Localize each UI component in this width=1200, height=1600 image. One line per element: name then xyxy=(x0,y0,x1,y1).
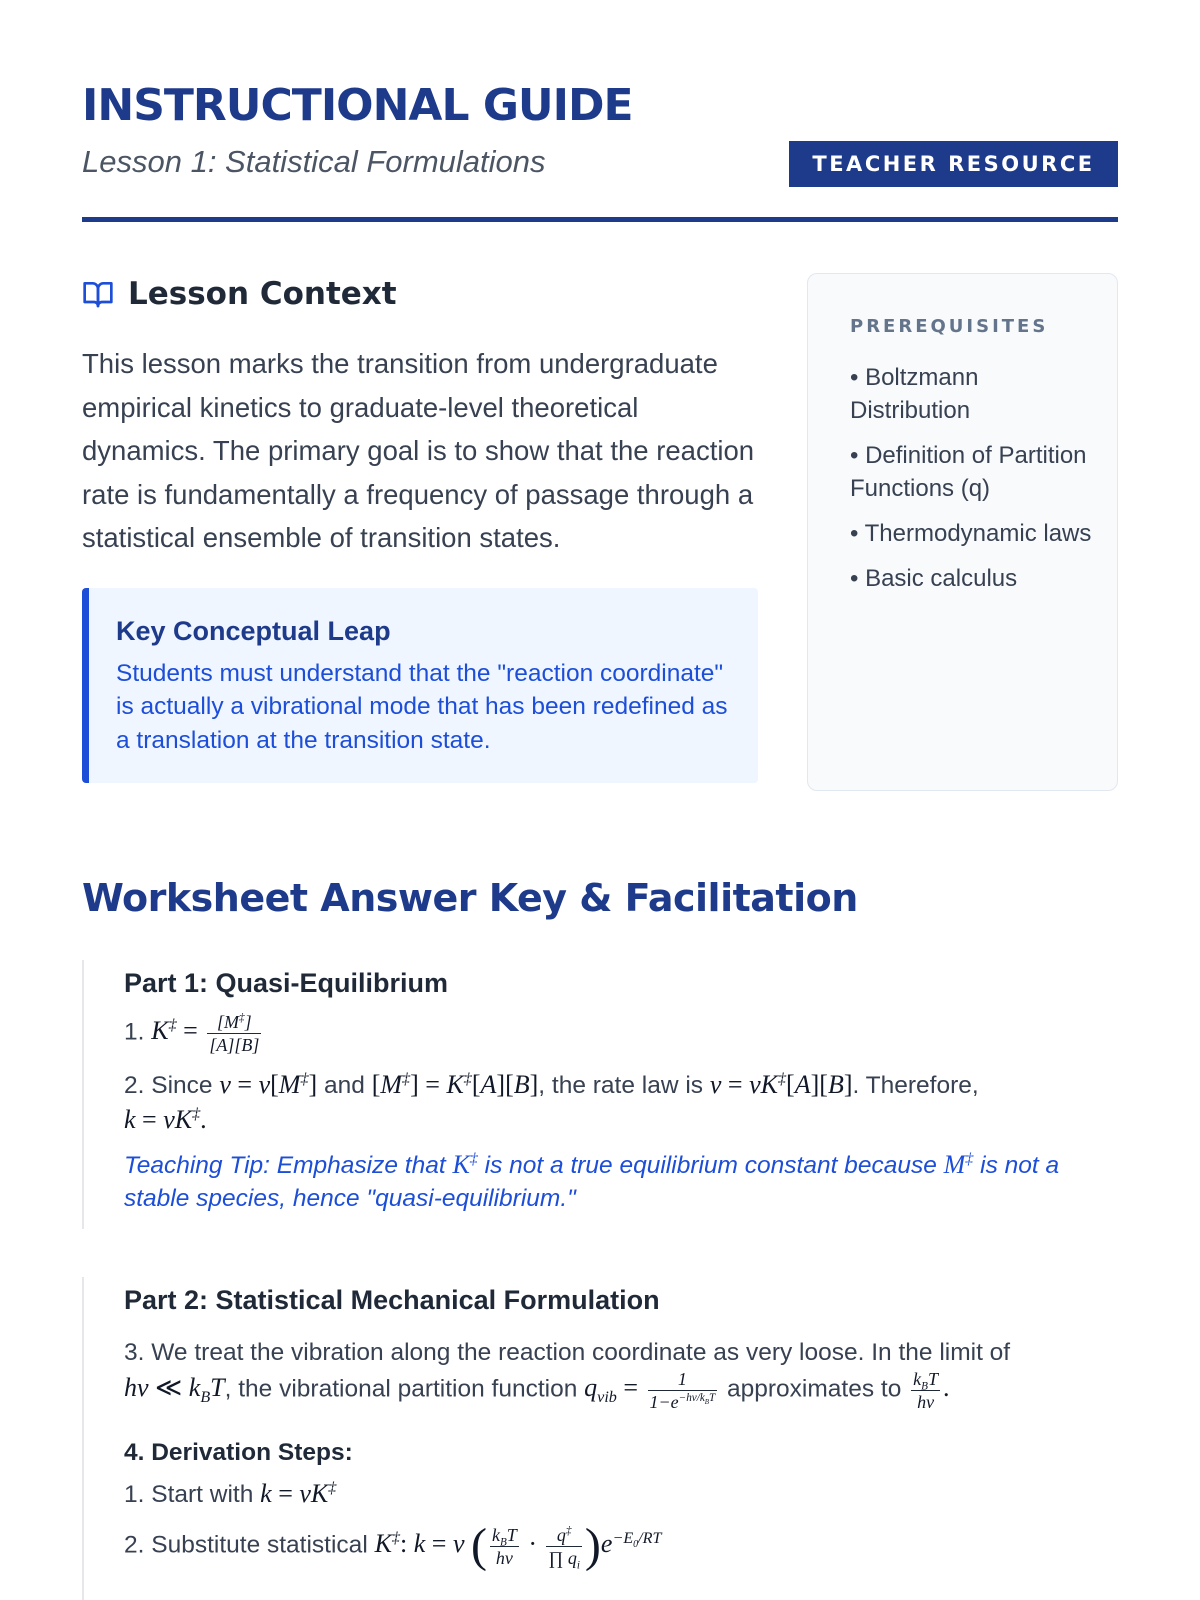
prerequisite-item: • Thermodynamic laws xyxy=(850,520,1092,547)
answer-3 xyxy=(124,1336,1118,1411)
prerequisite-item: • Boltzmann Distribution xyxy=(850,364,979,424)
callout-title: Key Conceptual Leap xyxy=(116,615,391,646)
answer-2-text: , the rate law is xyxy=(538,1072,710,1099)
equation: K‡ = $\frac{[M^\ddagger]}{[A][B]}$ xyxy=(151,1012,260,1055)
equation: hν ≪ $k_BT$ xyxy=(124,1373,225,1407)
part-1-title: Part 1: Quasi-Equilibrium xyxy=(124,968,449,998)
derivation-step-2 xyxy=(124,1519,1118,1573)
equation: K‡: k = ν ( $\frac{k_BT}{h\nu}$ · $\frac{q^\ddagger}{\prod q_i}$ )$e^{-E_0/RT}$ xyxy=(374,1519,662,1573)
prerequisite-item: • Basic calculus xyxy=(850,565,1018,592)
equation: v = νK‡[A][B] xyxy=(709,1070,853,1099)
equation: M‡ xyxy=(943,1150,974,1179)
prerequisites-title: PREREQUISITES xyxy=(850,316,1049,337)
document-title: INSTRUCTIONAL GUIDE xyxy=(82,80,633,131)
answer-2-text: and xyxy=(317,1072,372,1099)
answer-3-text: approximates to xyxy=(720,1375,909,1403)
key-conceptual-leap-callout xyxy=(82,588,758,784)
equation: $q_{vib}$ = $\frac{1}{1-e^{-h\nu/k_BT}}$ xyxy=(584,1369,716,1412)
equation: k = νK‡. xyxy=(124,1105,207,1134)
step-text: 1. Start with xyxy=(124,1481,261,1508)
step-text: 2. Substitute statistical xyxy=(124,1531,375,1559)
derivation-step-1 xyxy=(124,1477,1118,1512)
book-icon xyxy=(82,278,114,310)
answer-3-text: , the vibrational partition function xyxy=(224,1375,585,1403)
lesson-context-main xyxy=(82,274,758,783)
part-1-section xyxy=(82,960,1118,1229)
equation: $\frac{k_BT}{h\nu}$ . xyxy=(913,1369,950,1412)
equation: K‡ xyxy=(452,1150,478,1179)
lesson-context-section xyxy=(82,274,1118,794)
teacher-resource-badge: TEACHER RESOURCE xyxy=(789,141,1118,187)
answer-1 xyxy=(124,1013,1118,1054)
lesson-context-heading xyxy=(82,274,758,314)
callout-body: Students must understand that the "reaction coordinate" is actually a vibrational mode that has been redefined as a translation at the transition state. xyxy=(116,659,728,754)
answer-2-text: 2. Since xyxy=(124,1072,220,1099)
tip-text: is not a stable species, hence "quasi-equilibrium." xyxy=(124,1152,1060,1212)
equation: [M‡] = K‡[A][B] xyxy=(371,1070,539,1099)
document-subtitle: Lesson 1: Statistical Formulations xyxy=(82,144,546,180)
answer-2 xyxy=(124,1068,1118,1138)
prerequisites-list xyxy=(850,361,1097,595)
document-header xyxy=(82,0,1118,222)
lesson-context-title: Lesson Context xyxy=(128,276,397,312)
part-2-section xyxy=(82,1277,1118,1600)
tip-text: Teaching Tip: Emphasize that xyxy=(124,1152,453,1179)
equation: v = ν[M‡] xyxy=(219,1070,318,1099)
answer-2-text: . Therefore, xyxy=(852,1072,979,1099)
prerequisites-panel xyxy=(807,273,1118,791)
answer-3-text: 3. We treat the vibration along the reaction coordinate as very loose. In the limit of xyxy=(124,1339,1011,1366)
answer-1-prefix: 1. xyxy=(124,1018,152,1046)
tip-text: is not a true equilibrium constant because xyxy=(477,1152,944,1179)
derivation-steps-title: 4. Derivation Steps: xyxy=(124,1439,353,1466)
equation: k = νK‡ xyxy=(260,1479,337,1508)
part-2-title: Part 2: Statistical Mechanical Formulation xyxy=(124,1285,660,1315)
teaching-tip xyxy=(124,1148,1118,1215)
prerequisite-item: • Definition of Partition Functions (q) xyxy=(850,442,1087,502)
lesson-context-paragraph: This lesson marks the transition from undergraduate empirical kinetics to graduate-level theoretical dynamics. The primary goal is to show that the reaction rate is fundamentally a frequency of passage through a statistical ensemble of transition states. xyxy=(82,348,755,553)
worksheet-title: Worksheet Answer Key & Facilitation xyxy=(82,876,858,920)
